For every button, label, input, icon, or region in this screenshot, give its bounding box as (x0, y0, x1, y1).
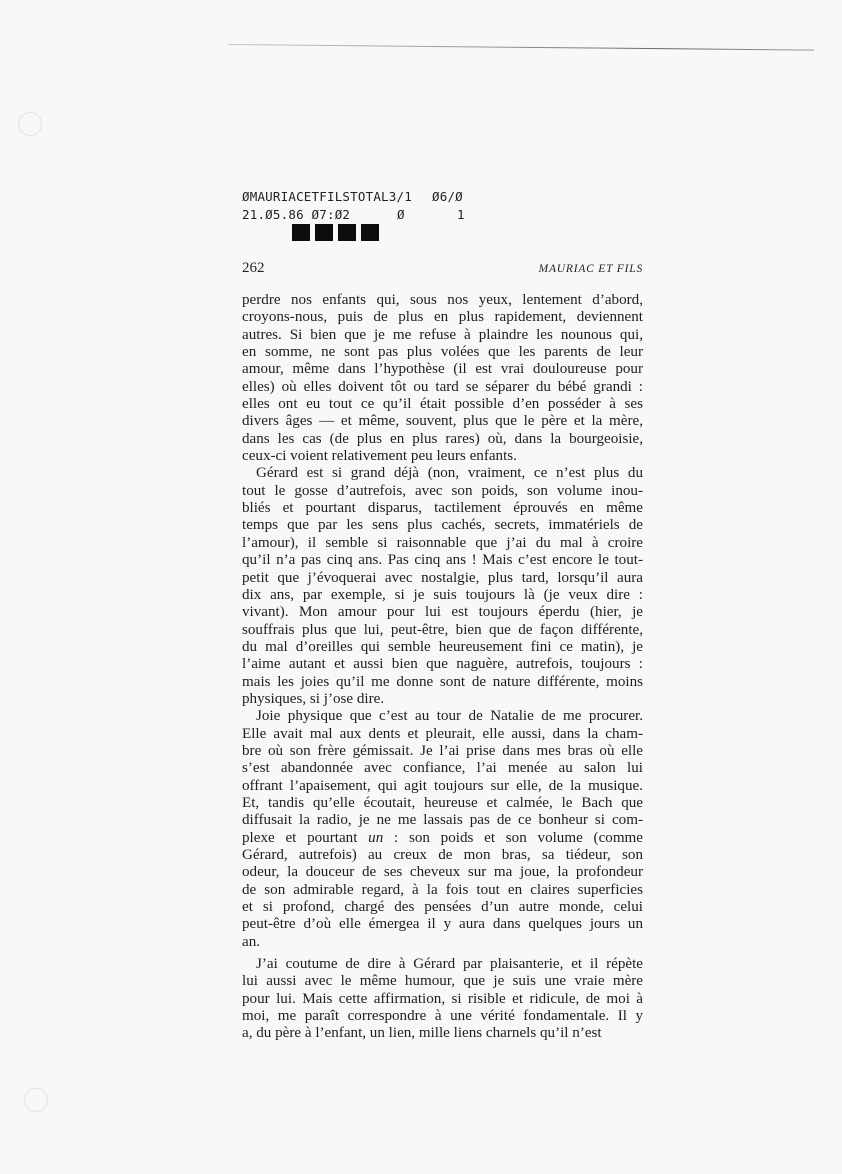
text-line: du mal d’oreilles qui semble heureusement fini ce matin), je (242, 638, 643, 655)
text-line: en somme, ne sont pas plus volées que les parents de leur (242, 344, 643, 361)
text-line: peut-être d’où elle émergea il y aura dans quelques jours un (242, 916, 643, 933)
text-line: diffusait la radio, je ne me lassais pas de ce bonheur si com- (242, 812, 643, 829)
text-line: vivant). Mon amour pour lui est toujours éperdu (hier, je (242, 604, 643, 621)
text-line: offrant l’apaisement, qui agit toujours sur elle, de la musique. (242, 777, 643, 794)
stamp-code: Ø6/Ø (432, 189, 463, 204)
scan-top-rule (228, 44, 814, 51)
text-line: l’aime autant et aussi bien que naguère, autrefois, toujours : (242, 656, 643, 673)
text-line: petit que j’évoquerai avec nostalgie, plus tard, lorsqu’il aura (242, 569, 643, 586)
text-line: divers âges — et même, souvent, plus que le père et la mère, (242, 413, 643, 430)
text-line: moi, me paraît correspondre à une vérité fondamentale. Il y (242, 1008, 643, 1025)
text-line: elles ont eu tout ce qu’il était possible d’en posséder à ses (242, 396, 643, 413)
text-line: a, du père à l’enfant, un lien, mille liens charnels qu’il n’est (242, 1025, 602, 1042)
running-title: MAURIAC ET FILS (538, 263, 643, 275)
body-text (242, 292, 643, 1043)
paragraph (242, 465, 643, 708)
text-line: Gérard, autrefois) au creux de mon bras, sa tiédeur, son (242, 847, 643, 863)
typesetting-stamp (242, 188, 492, 224)
text-line: Elle avait mal aux dents et pleurait, elle aussi, dans la cham- (242, 725, 643, 742)
page-number: 262 (242, 260, 265, 276)
emphasis: un (368, 829, 384, 846)
text-line: an. (242, 933, 261, 950)
text-line: amour, même dans l’hypothèse (il est vrai douloureuse pour (242, 361, 643, 378)
text-line: souffrais plus que lui, peut-être, bien que de façon différente, (242, 621, 643, 638)
text-line: Joie physique que c’est au tour de Natalie de me procurer. (256, 708, 643, 725)
text-line: elles) où elles doivent tôt ou tard se séparer du bébé grandi : (242, 378, 643, 395)
punch-hole-top (18, 112, 42, 136)
paragraph (242, 708, 643, 951)
text-line: mais les joies qu’il me donne sont de nature différente, moins (242, 673, 643, 690)
text-line: plexe et pourtant un : son poids et son volume (comme (242, 829, 643, 846)
text-line: ceux-ci voient relativement peu leurs enfants. (242, 448, 517, 465)
text-line: temps que par les sens plus cachés, secrets, immatériels de (242, 517, 643, 534)
stamp-one: 1 (457, 207, 465, 222)
text-line: tout le gosse d’autrefois, avec son poids, son volume inou- (242, 482, 643, 499)
running-head (242, 260, 643, 277)
text-line: Gérard est si grand déjà (non, vraiment, ce n’est plus du (256, 465, 643, 482)
text-line: bre où son frère gémissait. Je l’ai prise dans mes bras où elle (242, 742, 643, 759)
punch-hole-bottom (24, 1088, 48, 1112)
registration-block (292, 224, 310, 241)
stamp-row-1 (242, 188, 492, 206)
stamp-row-2 (242, 206, 492, 224)
text-line: perdre nos enfants qui, sous nos yeux, lentement d’abord, (242, 292, 643, 308)
registration-block (315, 224, 333, 241)
text-line: autres. Si bien que je me refuse à plaindre les nounous qui, (242, 326, 643, 343)
stamp-zero: Ø (397, 207, 405, 222)
stamp-file-id: ØMAURIACETFILSTOTAL3/1 (242, 189, 412, 204)
text-line: de son admirable regard, à la fois tout en claires superficies (242, 881, 643, 898)
text-line: dans les cas (de plus en plus rares) où, dans la bourgeoisie, (242, 430, 643, 447)
text-line: qu’il n’a pas cinq ans. Pas cinq ans ! Mais c’est encore le tout- (242, 552, 643, 569)
text-line: pour lui. Mais cette affirmation, si risible et ridicule, de moi à (242, 990, 643, 1007)
text-line: et si profond, chargé des pensées d’un autre monde, celui (242, 899, 643, 916)
text-line: croyons-nous, puis de plus en plus rapidement, deviennent (242, 309, 643, 326)
registration-block (338, 224, 356, 241)
text-line: bliés et pourtant disparus, tactilement éprouvés en même (242, 500, 643, 517)
text-line: odeur, la douceur de ses cheveux sur ma joue, la profondeur (242, 864, 643, 881)
stamp-date: 21.Ø5.86 Ø7:Ø2 (242, 207, 351, 222)
text-line: lui aussi avec le même humour, que je suis une vraie mère (242, 973, 643, 990)
paragraph (242, 956, 643, 1043)
text-line: Et, tandis qu’elle écoutait, heureuse et calmée, le Bach que (242, 794, 643, 811)
text-line: dix ans, par exemple, si je suis toujours là (je veux dire : (242, 586, 643, 603)
text-line: l’amour), il semble si raisonnable que j’ai du mal à croire (242, 534, 643, 551)
text-line: J’ai coutume de dire à Gérard par plaisanterie, et il répète (256, 956, 643, 973)
paragraph (242, 292, 643, 465)
text-line: s’est abandonnée avec confiance, l’ai menée au salon lui (242, 760, 643, 777)
registration-block (361, 224, 379, 241)
text-line: physiques, si j’ose dire. (242, 690, 385, 707)
registration-blocks (292, 224, 379, 241)
